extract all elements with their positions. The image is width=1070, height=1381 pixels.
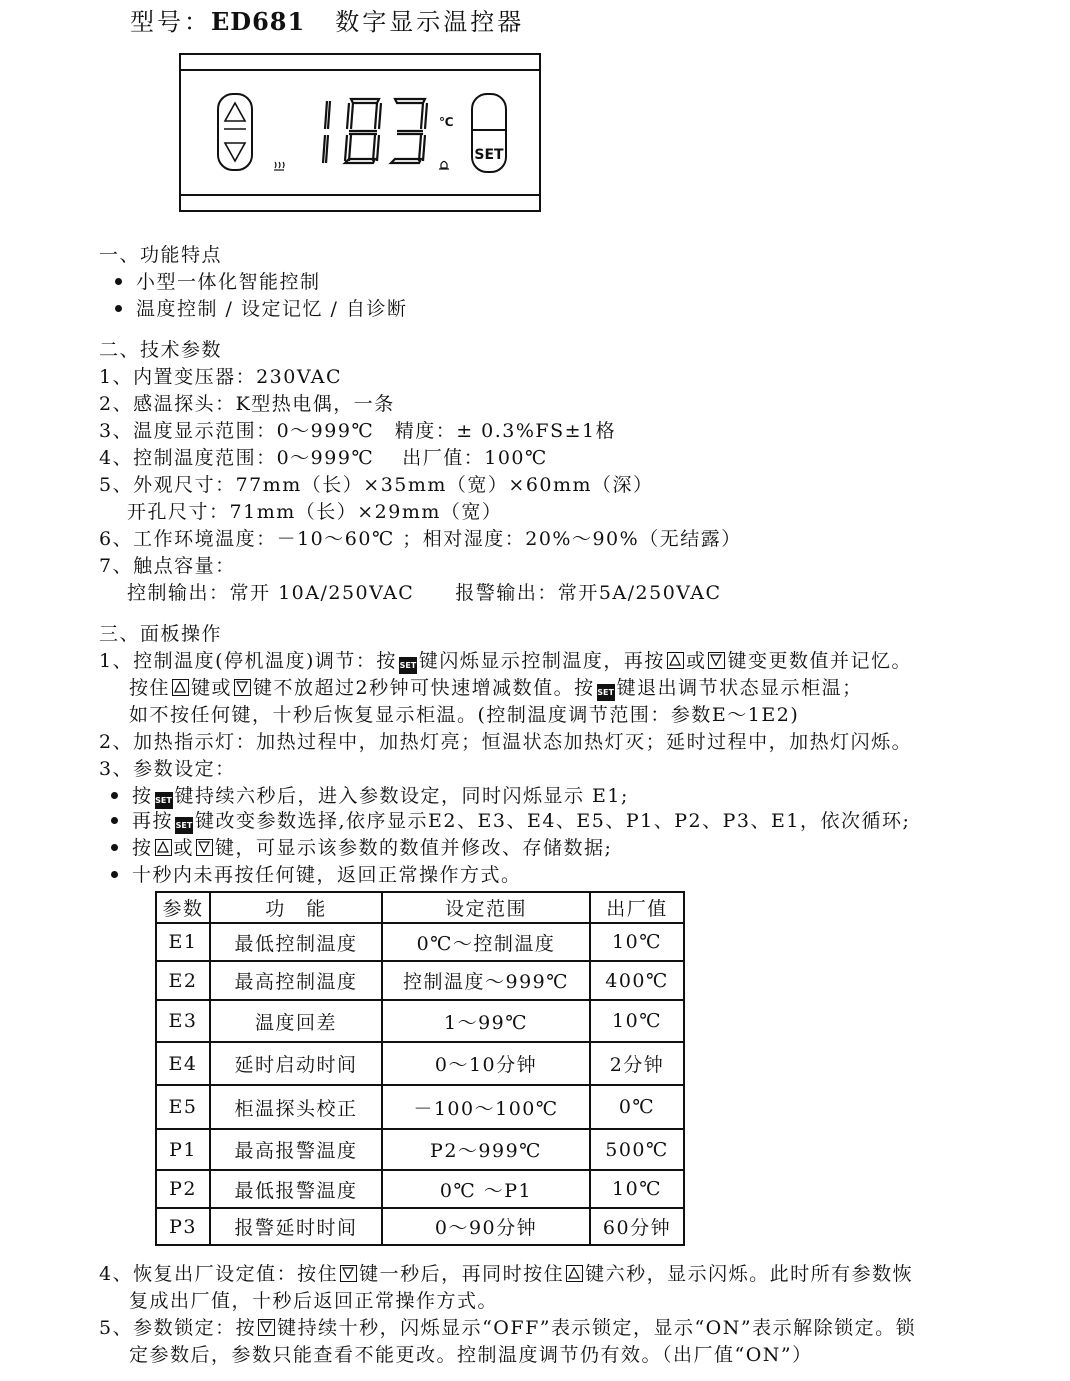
operation-line: 定参数后，参数只能查看不能更改。控制温度调节仍有效。（出厂值“ON”）: [129, 1344, 813, 1366]
down-key-icon: [340, 1265, 357, 1282]
panel-top-rule: [181, 69, 539, 71]
seven-segment-display: [315, 95, 435, 169]
device-panel: [179, 53, 541, 212]
table-cell: 500℃: [590, 1129, 684, 1170]
list-item: 按 或 键，可显示该参数的数值并修改、存储数据;: [111, 833, 612, 860]
list-item: 按 SET 键持续六秒后，进入参数设定，同时闪烁显示 E1;: [111, 781, 629, 809]
table-cell: 延时启动时间: [210, 1042, 382, 1085]
list-item: 小型一体化智能控制: [115, 267, 321, 294]
down-key-icon: [708, 652, 725, 669]
table-cell: 柜温探头校正: [210, 1085, 382, 1129]
table-row: [156, 1129, 684, 1170]
table-cell: 10℃: [590, 1170, 684, 1208]
up-key-icon: [172, 679, 189, 696]
table-cell: 0℃: [590, 1085, 684, 1129]
table-cell: 400℃: [590, 961, 684, 1000]
set-key: [471, 93, 507, 173]
table-cell: E2: [156, 961, 210, 1000]
table-cell: P2: [156, 1170, 210, 1208]
parameter-table: [155, 891, 685, 1246]
alarm-bell-icon: [438, 159, 450, 171]
table-cell: P1: [156, 1129, 210, 1170]
section3-heading: 三、面板操作: [99, 623, 223, 645]
set-key-icon: SET: [399, 657, 417, 674]
operation-line: 1、控制温度(停机温度)调节：按 SET 键闪烁显示控制温度，再按 或 键变更数值并记忆。: [99, 650, 912, 672]
table-cell: 报警延时时间: [210, 1208, 382, 1245]
bullet-icon: [111, 844, 118, 851]
down-key-icon: [234, 679, 251, 696]
panel-bottom-rule: [181, 194, 539, 196]
up-key-icon: [155, 839, 172, 856]
table-cell: 2分钟: [590, 1042, 684, 1085]
bullet-icon: [115, 305, 122, 312]
bullet-icon: [111, 871, 118, 878]
table-cell: E5: [156, 1085, 210, 1129]
table-cell: －100～100℃: [382, 1085, 590, 1129]
table-row: [156, 1085, 684, 1129]
table-cell: E1: [156, 923, 210, 961]
table-cell: 60分钟: [590, 1208, 684, 1245]
up-down-arrows-icon: [219, 95, 251, 169]
table-cell: 0～10分钟: [382, 1042, 590, 1085]
operation-line: 4、恢复出厂设定值：按住 键一秒后，再同时按住 键六秒，显示闪烁。此时所有参数恢: [99, 1263, 914, 1285]
unit-label: ℃: [439, 115, 454, 129]
table-cell: 10℃: [590, 923, 684, 961]
list-item: 温度控制 / 设定记忆 / 自诊断: [115, 294, 407, 321]
table-cell: 10℃: [590, 1000, 684, 1042]
spec-line: 6、工作环境温度：－10～60℃ ；相对湿度：20%～90%（无结露）: [99, 528, 742, 550]
set-key-divider: [473, 129, 505, 131]
set-key-icon: SET: [597, 684, 615, 701]
list-item: 再按 SET 键改变参数选择,依序显示E2、E3、E4、E5、P1、P2、P3、E1，依次循环;: [111, 806, 910, 834]
table-row: [156, 1000, 684, 1042]
model-number: ED681: [211, 7, 306, 36]
spec-line: 2、感温探头：K型热电偶，一条: [99, 393, 395, 415]
table-cell: 0～90分钟: [382, 1208, 590, 1245]
document-title: [130, 2, 524, 37]
operation-line: 3、参数设定：: [99, 758, 236, 780]
operation-line: 复成出厂值，十秒后返回正常操作方式。: [129, 1290, 499, 1312]
table-header: 参数: [156, 892, 210, 923]
heat-indicator-icon: [273, 160, 285, 172]
operation-line: 如不按任何键，十秒后恢复显示柜温。(控制温度调节范围：参数E～1E2): [129, 704, 800, 726]
down-key-icon: [258, 1319, 275, 1336]
table-cell: E3: [156, 1000, 210, 1042]
table-cell: 1～99℃: [382, 1000, 590, 1042]
up-key-icon: [667, 652, 684, 669]
spec-line: 5、外观尺寸：77mm（长）×35mm（宽）×60mm（深）: [99, 474, 654, 496]
spec-line: 开孔尺寸：71mm（长）×29mm（宽）: [99, 501, 503, 523]
table-cell: 最低控制温度: [210, 923, 382, 961]
up-down-key-pair: [217, 93, 253, 171]
set-key-icon: SET: [175, 817, 193, 834]
table-row: [156, 1208, 684, 1245]
down-key-icon: [196, 839, 213, 856]
table-row: [156, 923, 684, 961]
bullet-icon: [115, 278, 122, 285]
spec-line: 7、触点容量：: [99, 555, 236, 577]
model-prefix: 型号：: [130, 8, 211, 36]
product-name: 数字显示温控器: [335, 8, 525, 36]
section1-heading: 一、功能特点: [99, 244, 223, 266]
table-cell: 最低报警温度: [210, 1170, 382, 1208]
table-row: [156, 1042, 684, 1085]
set-key-icon: SET: [155, 792, 173, 809]
spec-line: 4、控制温度范围：0～999℃ 出厂值：100℃: [99, 447, 548, 469]
operation-line: 2、加热指示灯：加热过程中，加热灯亮；恒温状态加热灯灭；延时过程中，加热灯闪烁。: [99, 731, 913, 753]
bullet-icon: [111, 817, 118, 824]
bullet-icon: [111, 792, 118, 799]
table-cell: P2～999℃: [382, 1129, 590, 1170]
table-row: [156, 1170, 684, 1208]
spec-line: 1、内置变压器：230VAC: [99, 366, 343, 388]
operation-line: 5、参数锁定：按 键持续十秒，闪烁显示“OFF”表示锁定，显示“ON”表示解除锁定。锁: [99, 1317, 917, 1339]
table-cell: 最高控制温度: [210, 961, 382, 1000]
operation-line: 按住 键或 键不放超过2秒钟可快速增减数值。按 SET 键退出调节状态显示柜温；: [129, 677, 863, 699]
table-header: 出厂值: [590, 892, 684, 923]
table-header: 设定范围: [382, 892, 590, 923]
table-cell: 最高报警温度: [210, 1129, 382, 1170]
table-cell: P3: [156, 1208, 210, 1245]
table-cell: 0℃～控制温度: [382, 923, 590, 961]
table-cell: 温度回差: [210, 1000, 382, 1042]
list-item: 十秒内未再按任何键，返回正常操作方式。: [111, 860, 522, 887]
up-key-icon: [566, 1265, 583, 1282]
spec-line: 3、温度显示范围：0～999℃ 精度：± 0.3%FS±1格: [99, 420, 617, 442]
spec-line: 控制输出：常开 10A/250VAC 报警输出：常开5A/250VAC: [99, 582, 722, 604]
section2-heading: 二、技术参数: [99, 339, 223, 361]
table-cell: 0℃ ～P1: [382, 1170, 590, 1208]
table-cell: 控制温度～999℃: [382, 961, 590, 1000]
table-row: [156, 961, 684, 1000]
table-header-row: [156, 892, 684, 923]
table-header: 功 能: [210, 892, 382, 923]
table-cell: E4: [156, 1042, 210, 1085]
set-key-label: SET: [474, 147, 504, 163]
